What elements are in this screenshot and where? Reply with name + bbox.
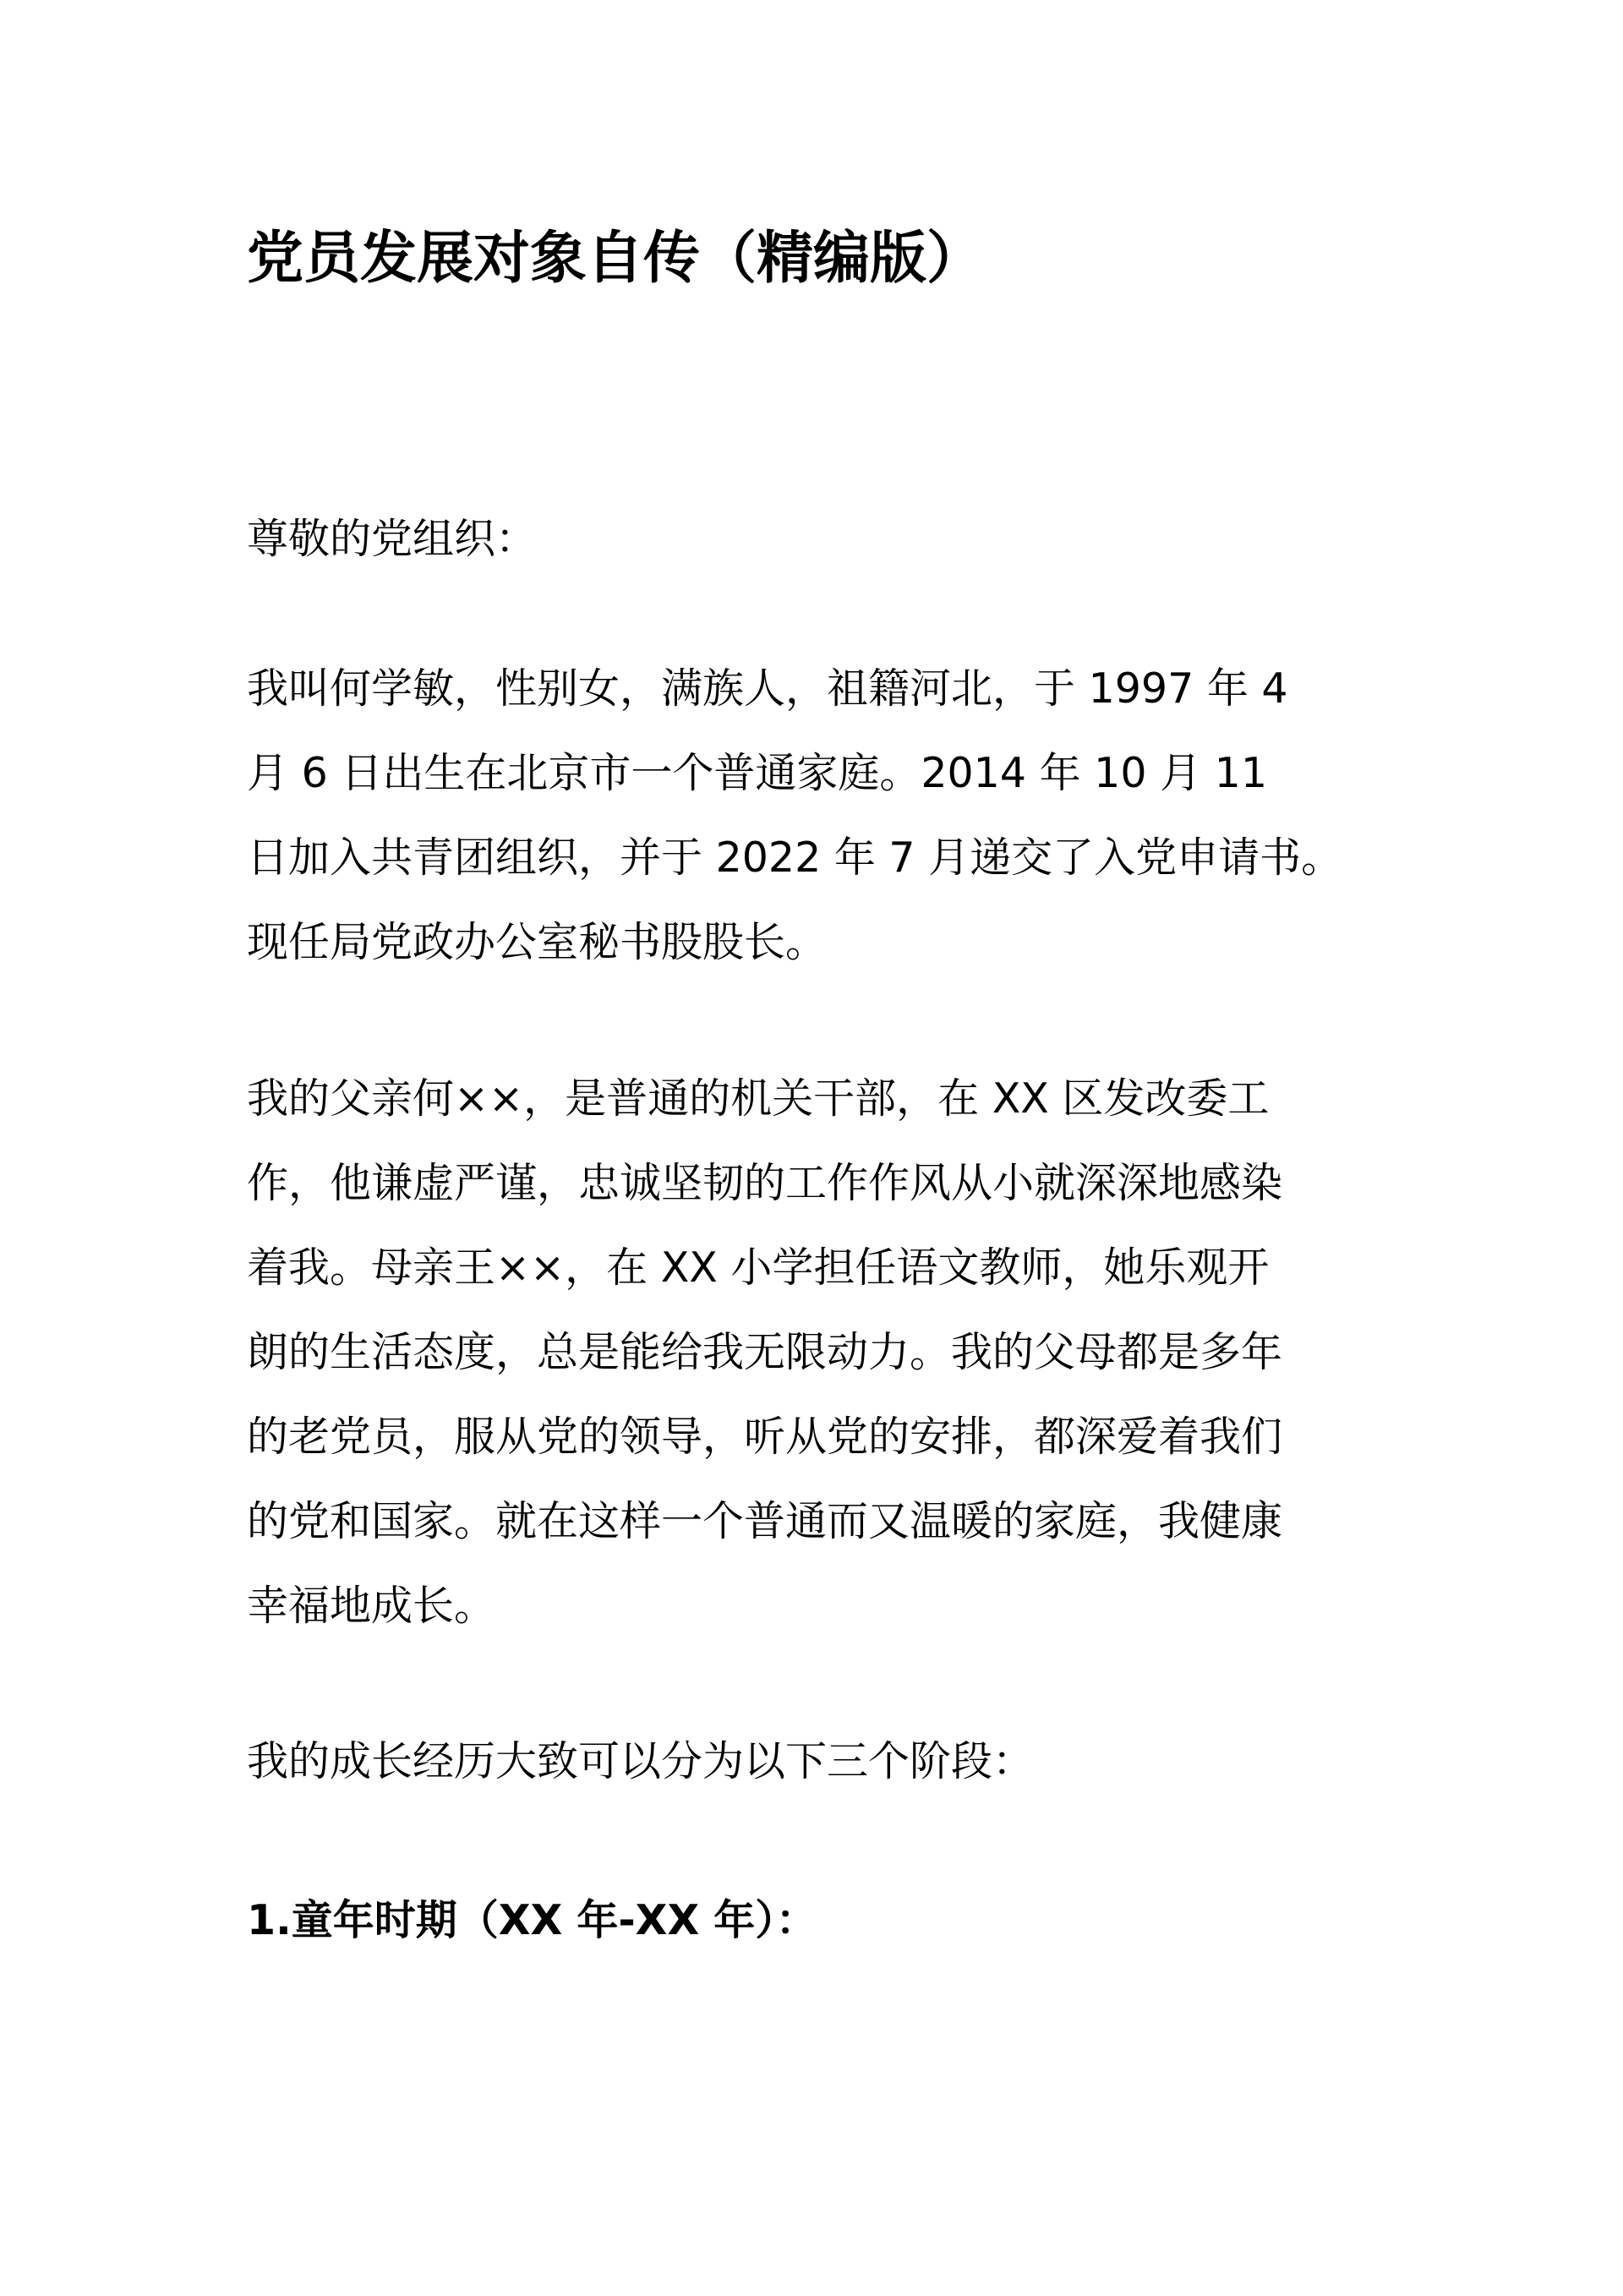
paragraph-stages-intro — [247, 1719, 1413, 1804]
salutation: 尊敬的党组织： — [247, 515, 538, 563]
document-title: 党员发展对象自传（精编版） — [247, 225, 983, 291]
paragraph-line: 着我。母亲王××，在 XX 小学担任语文教师，她乐观开 — [247, 1244, 1270, 1292]
paragraph-line: 现任局党政办公室秘书股股长。 — [247, 918, 828, 966]
paragraph-line: 月 6 日出生在北京市一个普通家庭。2014 年 10 月 11 — [247, 749, 1268, 797]
paragraph-line: 我的父亲何××，是普通的机关干部，在 XX 区发改委工 — [247, 1074, 1270, 1123]
paragraph-line: 日加入共青团组织，并于 2022 年 7 月递交了入党申请书。 — [247, 834, 1343, 882]
paragraph-line: 作，他谦虚严谨，忠诚坚韧的工作作风从小就深深地感染 — [247, 1159, 1283, 1207]
paragraph-line: 的老党员，服从党的领导，听从党的安排，都深爱着我们 — [247, 1413, 1283, 1461]
paragraph-personal-info — [247, 647, 1413, 985]
paragraph-line: 幸福地成长。 — [247, 1582, 496, 1630]
paragraph-line: 朗的生活态度，总是能给我无限动力。我的父母都是多年 — [247, 1328, 1283, 1376]
paragraph-line: 的党和国家。就在这样一个普通而又温暖的家庭，我健康 — [247, 1497, 1283, 1545]
paragraph-family — [247, 1057, 1413, 1648]
paragraph-line: 我叫何学敏，性别女，满族人，祖籍河北，于 1997 年 4 — [247, 664, 1288, 713]
paragraph-line: 我的成长经历大致可以分为以下三个阶段： — [247, 1737, 1035, 1785]
section-heading-childhood: 1.童年时期（XX 年-XX 年）： — [247, 1896, 817, 1944]
